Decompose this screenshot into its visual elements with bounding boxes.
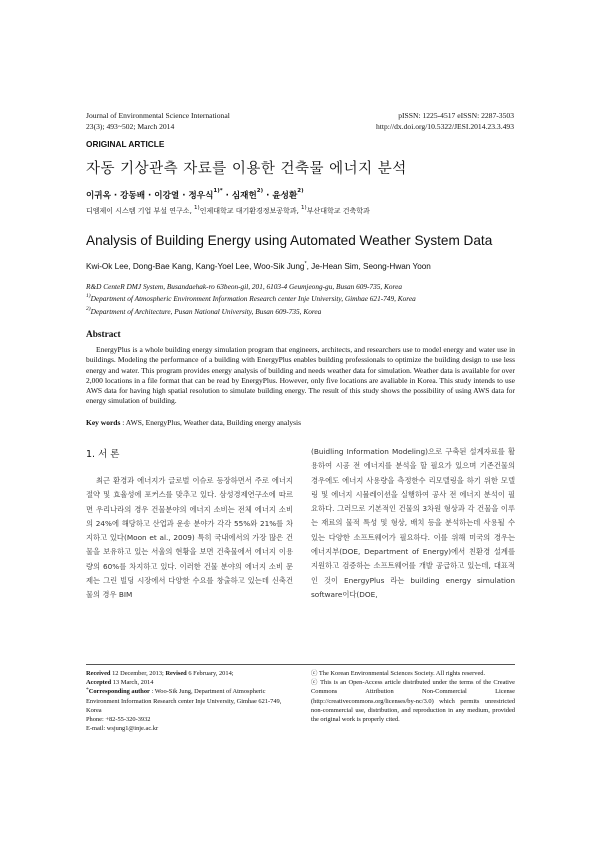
received-line (86, 669, 292, 678)
corresponding-label: Corresponding author (88, 688, 150, 696)
corresponding-mark: * (304, 261, 307, 267)
accepted-date: 13 March, 2014 (111, 679, 154, 687)
journal-header-right (340, 111, 514, 132)
korean-authors-main: 이귀옥 · 강동배 · 이강열 · 정우식 (86, 191, 214, 201)
abstract-text: EnergyPlus is a whole building energy simulation program that engineers, architects, and researchers use to model energy and water use in buildings. Modeling the performance of a building with EnergyPlus enables building professionals to optimize the building design to use less energy and water. This program provides energy analysis of building and needs weather data for simulation. Weather data is available for over 2,000 locations in a file format that can be read by EnergyPlus. However, only five locations are avaliable in Korea. This study intends to use AWS data for having high spatial resolution to simulate building energy. The result of this study shows the possibility of using AWS data for energy simulation of building. (86, 345, 515, 406)
korean-affiliations (86, 206, 370, 216)
copyright-notice: ⓒ The Korean Environmental Sciences Society. All rights reserved. (311, 670, 486, 677)
journal-name: Journal of Environmental Science International (86, 111, 230, 120)
affiliation-text: Department of Architecture, Pusan National University, Busan 609-735, Korea (90, 307, 322, 316)
footnote-right (311, 669, 515, 724)
affiliation-text: 부산대학교 건축학과 (306, 207, 370, 215)
english-title: Analysis of Building Energy using Automated Weather System Data (86, 233, 493, 248)
corresponding-text: : Woo-Sik Jung, Department of Atmospheric Environment Information Research center Inje University, Gimhae 621-749, Korea (86, 688, 282, 714)
body-paragraph: 최근 환경과 에너지가 글로벌 이슈로 등장하면서 주로 에너지 절약 및 효율성에 포커스를 맞추고 있다. 삼성경제연구소에 따르면 우리나라의 경우 건물분야의 에너지 소비는 전체 에너지 소비의 24%에 해당하고 산업과 운송 분야가 각각 55%와 21%를 차지하고 있다(Moon et al., 2009) 특히 국내에서의 가장 많은 건물을 보유하고 있는 서울의 현황을 보면 건축물에서 에너지 이용량의 60%를 차지하고 있다. 이러한 건물 분야의 에너지 소비 문제는 그린 빌딩 시장에서 다양한 수요를 창출하고 있는데 신축건물의 경우 BIM (86, 476, 293, 600)
phone: Phone: +82-55-320-3932 (86, 716, 151, 724)
received-label: Received (86, 670, 111, 677)
footnote-divider (86, 664, 515, 665)
email[interactable]: E-mail: wsjung1@inje.ac.kr (86, 725, 159, 733)
footnote-left (86, 669, 292, 733)
english-authors (86, 262, 431, 271)
author-sup: 2) (297, 188, 304, 194)
doi-link[interactable]: http://dx.doi.org/10.5322/JESI.2014.23.3.493 (375, 121, 514, 131)
body-column-left (86, 474, 293, 603)
issn: pISSN: 1225-4517 eISSN: 2287-3503 (398, 111, 514, 120)
abstract-heading: Abstract (86, 330, 121, 340)
corresponding-author (86, 687, 292, 715)
authors-text: , Je-Hean Sim, Seong-Hwan Yoon (306, 262, 431, 271)
received-date: 12 December, 2013; (110, 670, 166, 677)
accepted-label: Accepted (86, 679, 112, 687)
keywords-text: : AWS, EnergyPlus, Weather data, Building energy analysis (120, 418, 302, 427)
keywords-label: Key words (86, 418, 121, 427)
korean-authors-mid: · 심재헌 (222, 191, 257, 201)
body-paragraph: (Buidling Information Modeling)으로 구축된 설계자료를 활용하여 시공 전 에너지를 분석을 할 필요가 있으며 기존건물의 경우에도 에너지 사용량을 측정한수 리모델링을 하기 위한 모델링 및 에너지 시뮬레이션을 실행하여 공사 전 에너지 분석이 필요하다. 그러므로 기본적인 건물의 3차원 형상과 각 건물을 이루는 재료의 물적 특성 및 형상, 배치 등을 분석하는데 사용될 수 있는 다양한 소프트웨어가 필요하다. 이를 위해 미국의 경우는 에너지부(DOE, Department of Energy)에서 친환경 설계를 지원하고 검증하는 소프트웨어를 개발 공급하고 있는데, 대표적인 것이 EnergyPlus 라는 building energy simulation software이다(DOE, (311, 447, 515, 599)
affiliation-sup: 1) (301, 205, 307, 211)
affiliation-sup: 1) (194, 205, 200, 211)
section-heading: 1. 서 론 (86, 449, 120, 460)
english-affiliation-3 (86, 307, 321, 316)
keywords (86, 418, 301, 427)
affiliation-text: Department of Atmospheric Environment Information Research center Inje University, Gimhae 621-749, Korea (90, 294, 416, 303)
english-affiliation-2 (86, 294, 416, 303)
affiliation-text: 인제대학교 대기환경정보공학과, (199, 207, 302, 215)
korean-authors (86, 189, 304, 201)
revised-label: Revised (165, 670, 187, 677)
license-notice: ⓒ This is an Open-Access article distributed under the terms of the Creative Commons Attribution Non-Commercial License (http://creativecommons.org/licenses/by-nc/3.0) which permits unrestricted non-commercial use, distribution, and reproduction in any medium, provided the original work is properly cited. (311, 679, 515, 724)
journal-header-left (86, 111, 230, 132)
english-affiliation-1: R&D CenteR DMJ System, Busandaehak-ro 63beon-gil, 201, 6103-4 Geumjeong-gu, Busan 609-735, Korea (86, 282, 403, 291)
affiliation-sup: 1) (86, 293, 91, 299)
authors-text: Kwi-Ok Lee, Dong-Bae Kang, Kang-Yoel Lee, Woo-Sik Jung (86, 262, 305, 271)
author-sup: 1)* (213, 188, 223, 194)
affiliation-text: 디엠제이 시스템 기업 부설 연구소, (86, 207, 195, 215)
article-type: ORIGINAL ARTICLE (86, 139, 165, 149)
abstract-body (86, 345, 515, 407)
korean-title: 자동 기상관측 자료를 이용한 건축물 에너지 분석 (86, 161, 407, 177)
journal-volume: 23(3); 493~502; March 2014 (86, 121, 175, 131)
korean-authors-end: · 윤성환 (263, 191, 298, 201)
revised-date: 6 February, 2014; (186, 670, 234, 677)
body-column-right (311, 445, 515, 602)
corresponding-mark: * (86, 687, 89, 694)
affiliation-sup: 2) (86, 306, 91, 312)
author-sup: 2) (256, 188, 264, 194)
accepted-line (86, 678, 292, 687)
